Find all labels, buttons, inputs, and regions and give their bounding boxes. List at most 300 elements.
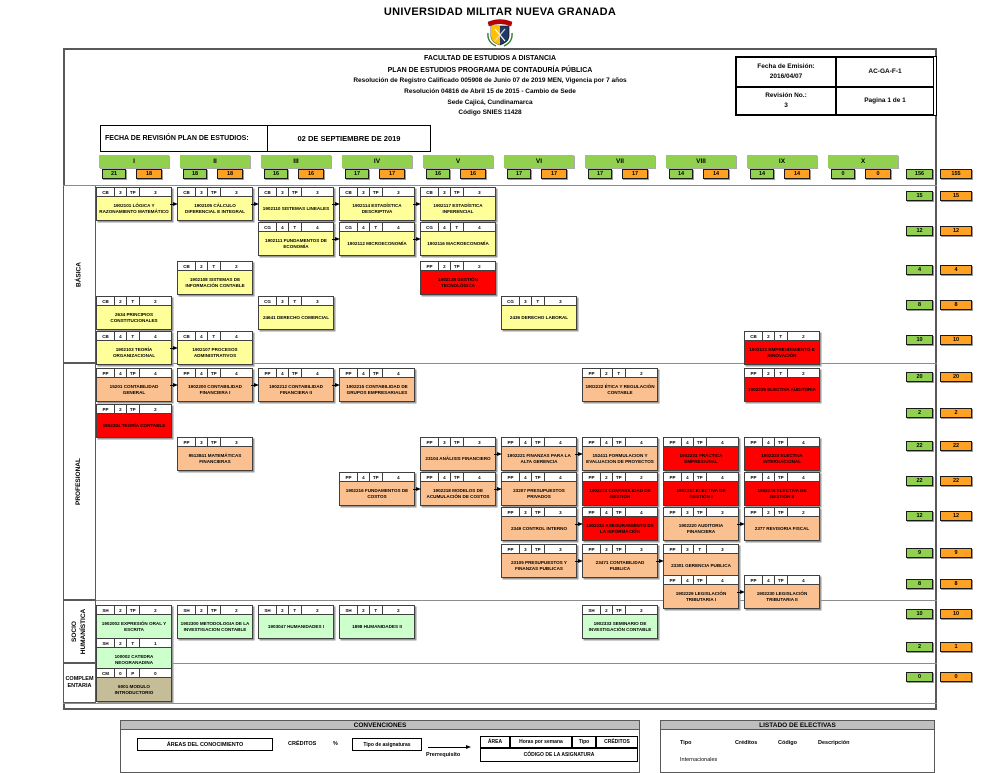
row-15-total-orange: 0: [940, 672, 972, 682]
course-meta-strip: [97, 369, 171, 378]
semester-IX-credits-green: 14: [750, 169, 774, 179]
course-mode-cell: TP: [694, 473, 707, 481]
course-mode-cell: T: [370, 223, 383, 231]
prerequisite-arrow-icon: [578, 559, 583, 563]
course-hours-cell: 3: [316, 189, 319, 195]
header-line-program: PLAN DE ESTUDIOS PROGRAMA DE CONTADURÍA PÚBLICA: [387, 66, 593, 74]
university-crest-logo: [484, 19, 516, 47]
course-mode-cell: TP: [370, 473, 383, 481]
course-meta-strip: [664, 473, 738, 482]
area-separator: [63, 703, 937, 704]
course-hours-cell: 4: [316, 224, 319, 230]
semester-II-credits-orange: 18: [217, 169, 243, 179]
course-code-and-name: 24641 DERECHO COMERCIAL: [262, 314, 330, 320]
course-hours-cell: 2: [154, 406, 157, 412]
semester-bar-I: I: [99, 155, 169, 168]
row-5-total-orange: 10: [940, 335, 972, 345]
row-8-total-green: 22: [906, 441, 933, 451]
course-type-cell: CG: [421, 223, 439, 231]
row-14-total-orange: 1: [940, 642, 972, 652]
fecha-revision-label: FECHA DE REVISIÓN PLAN DE ESTUDIOS:: [100, 125, 268, 152]
conventions-title: CONVENCIONES: [120, 720, 640, 730]
course-hours-cell: 4: [721, 577, 724, 583]
semester-bar-III: III: [261, 155, 331, 168]
semester-V-credits-green: 16: [426, 169, 450, 179]
course-meta-strip: [583, 473, 657, 482]
course-credits-cell: 3: [682, 508, 694, 516]
course-type-cell: PP: [502, 473, 520, 481]
semester-IV-credits-green: 17: [345, 169, 369, 179]
course-type-cell: PP: [178, 438, 196, 446]
course-type-cell: PP: [259, 369, 277, 377]
course-code-and-name: 1902231 PRÁCTICA EMPRESARIAL: [679, 452, 723, 464]
row-2-total-orange: 12: [940, 226, 972, 236]
row-3-total-green: 4: [906, 265, 933, 275]
course-mode-cell: P: [127, 669, 140, 677]
course-meta-strip: [583, 545, 657, 554]
legend-percent-label: %: [333, 741, 338, 747]
course-mode-cell: TP: [694, 508, 707, 516]
course-credits-cell: 4: [196, 369, 208, 377]
legend-tipo-cell: Tipo: [572, 736, 596, 748]
row-13-total-green: 10: [906, 609, 933, 619]
course-hours-cell: 4: [478, 224, 481, 230]
course-type-cell: SH: [97, 606, 115, 614]
course-credits-cell: 3: [277, 188, 289, 196]
course-type-cell: PP: [583, 545, 601, 553]
prerequisite-arrow-icon: [740, 522, 745, 526]
semester-III-credits-orange: 16: [298, 169, 324, 179]
course-credits-cell: 2: [763, 332, 775, 340]
course-code-and-name: 1902204 TEORÍA CONTABLE: [102, 422, 166, 428]
area-label-socio: SOCIO HUMANÍSTICA: [71, 608, 87, 655]
course-box-1902108: [177, 261, 253, 295]
course-hours-cell: 4: [721, 474, 724, 480]
course-code-and-name: 1902107 PROCESOS ADMINISTRATIVOS: [192, 346, 238, 358]
prerequisite-arrow-icon: [335, 202, 340, 206]
row-4-total-green: 8: [906, 300, 933, 310]
course-meta-strip: [421, 188, 495, 197]
info-fecha-emision: [736, 57, 836, 87]
course-type-cell: PP: [97, 369, 115, 377]
course-code-and-name: 1902235 ELECTIVA DE GESTIÓN II: [757, 487, 807, 499]
row-9-total-orange: 22: [940, 476, 972, 486]
course-meta-strip: [340, 223, 414, 232]
course-type-cell: PP: [340, 473, 358, 481]
course-credits-cell: 4: [763, 576, 775, 584]
prerequisite-arrow-icon: [254, 202, 259, 206]
course-box-1902204: [96, 404, 172, 438]
course-credits-cell: 2: [763, 369, 775, 377]
course-hours-cell: 4: [802, 577, 805, 583]
course-meta-strip: [664, 576, 738, 585]
course-meta-strip: [178, 188, 252, 197]
course-mode-cell: TP: [532, 508, 545, 516]
course-credits-cell: 4: [601, 438, 613, 446]
semester-I-credits-green: 21: [102, 169, 126, 179]
course-box-23301: [663, 544, 739, 578]
course-credits-cell: 2: [115, 297, 127, 305]
course-box-2436: [501, 296, 577, 330]
course-type-cell: SH: [259, 606, 277, 614]
semester-IV-credits-orange: 17: [379, 169, 405, 179]
course-credits-cell: 3: [358, 188, 370, 196]
course-credits-cell: 4: [277, 223, 289, 231]
course-hours-cell: 4: [154, 370, 157, 376]
course-mode-cell: T: [451, 223, 464, 231]
prerequisite-arrow-icon: [335, 237, 340, 241]
course-mode-cell: TP: [775, 508, 788, 516]
course-meta-strip: [502, 438, 576, 447]
course-type-cell: CB: [178, 332, 196, 340]
area-label-complementaria: COMPLEMENTARIA: [65, 675, 94, 689]
course-code-and-name: 1902233 ELECTIVA INTERNACIONAL: [761, 452, 803, 464]
course-code-and-name: 2436 DERECHO LABORAL: [509, 314, 569, 320]
course-hours-cell: 2: [640, 607, 643, 613]
course-mode-cell: TP: [451, 262, 464, 270]
course-hours-cell: 3: [721, 509, 724, 515]
row-8-total-orange: 22: [940, 441, 972, 451]
row-2-total-green: 12: [906, 226, 933, 236]
row-1-total-green: 15: [906, 191, 933, 201]
course-meta-strip: [421, 223, 495, 232]
course-box-1902224: [582, 507, 658, 541]
course-meta-strip: [178, 262, 252, 271]
electivas-row-internacionales: Internacionales: [680, 757, 718, 763]
course-code-and-name: 1902223 CONTABILIDAD DE GESTIÓN: [589, 487, 651, 499]
course-mode-cell: TP: [775, 473, 788, 481]
course-hours-cell: 2: [802, 509, 805, 515]
course-box-1902230: [744, 575, 820, 609]
course-box-2377: [744, 507, 820, 541]
prerequisite-arrow-icon: [740, 590, 745, 594]
course-mode-cell: TP: [613, 473, 626, 481]
course-hours-cell: 2: [640, 370, 643, 376]
course-meta-strip: [340, 473, 414, 482]
course-mode-cell: T: [127, 297, 140, 305]
course-box-1902216: [339, 472, 415, 506]
course-credits-cell: 2: [115, 639, 127, 647]
course-mode-cell: TP: [127, 606, 140, 614]
course-credits-cell: 4: [115, 369, 127, 377]
prerequisite-arrow-icon: [254, 383, 259, 387]
course-type-cell: CB: [178, 262, 196, 270]
course-meta-strip: [340, 369, 414, 378]
course-code-and-name: 1902216 FUNDAMENTOS DE COSTOS: [345, 487, 409, 499]
legend-prerequisito-label: Prerrequisito: [426, 752, 461, 758]
course-box-1902232: [663, 472, 739, 506]
course-credits-cell: 2: [763, 508, 775, 516]
course-box-100002: [96, 638, 172, 672]
course-credits-cell: 3: [277, 297, 289, 305]
course-box-23104: [420, 437, 496, 471]
course-code-and-name: 1902117 ESTADÍSTICA INFERENCIAL: [433, 202, 483, 214]
prerequisite-arrow-icon: [578, 452, 583, 456]
course-hours-cell: 4: [802, 439, 805, 445]
course-code-and-name: 1902221 FINANZAS PARA LA ALTA GERENCIA: [507, 452, 571, 464]
course-type-cell: PP: [664, 508, 682, 516]
course-code-and-name: 1902225 ELECTIVA AUDITORIA: [748, 386, 816, 392]
course-type-cell: CB: [97, 297, 115, 305]
course-type-cell: SH: [340, 606, 358, 614]
course-credits-cell: 4: [682, 576, 694, 584]
course-meta-strip: [664, 545, 738, 554]
course-credits-cell: 3: [196, 188, 208, 196]
course-meta-strip: [502, 297, 576, 306]
course-meta-strip: [178, 606, 252, 615]
prerequisite-arrow-icon: [173, 346, 178, 350]
revision-label: Revisión No.:: [765, 92, 807, 100]
course-hours-cell: 4: [721, 439, 724, 445]
page-title: UNIVERSIDAD MILITAR NUEVA GRANADA: [383, 6, 617, 18]
course-code-and-name: 23105 PRESUPUESTOS Y FINANZAS PUBLICAS: [510, 559, 567, 571]
semester-VIII-credits-green: 14: [669, 169, 693, 179]
course-type-cell: PP: [502, 545, 520, 553]
course-meta-strip: [664, 438, 738, 447]
course-box-23105: [501, 544, 577, 578]
course-box-1902212: [258, 368, 334, 402]
course-box-24641: [258, 296, 334, 330]
course-mode-cell: TP: [532, 438, 545, 446]
course-code-and-name: 100002 CATEDRA NEOGRANADINA: [114, 653, 154, 665]
course-code-and-name: 1902229 LEGISLACIÓN TRIBUTARIA I: [675, 590, 727, 602]
course-mode-cell: TP: [289, 188, 302, 196]
prerequisite-arrow-icon: [173, 202, 178, 206]
course-box-1902218: [420, 472, 496, 506]
course-hours-cell: 4: [235, 370, 238, 376]
course-code-and-name: 23207 PRESUPUESTOS PRIVADOS: [513, 487, 565, 499]
info-page: [836, 87, 934, 115]
course-hours-cell: 2: [640, 474, 643, 480]
semester-III-credits-green: 16: [264, 169, 288, 179]
row-13-total-orange: 10: [940, 609, 972, 619]
course-code-and-name: 1902112 MICROECONOMÍA: [347, 240, 407, 246]
course-box-1902105: [177, 187, 253, 221]
course-code-and-name: 1902128 GESTIÓN TECNOLÓGICA: [438, 276, 478, 288]
course-mode-cell: TP: [694, 576, 707, 584]
course-code-and-name: 1902103 TEORÍA ORGANIZACIONAL: [112, 346, 156, 358]
row-5-total-green: 10: [906, 335, 933, 345]
course-credits-cell: 4: [682, 438, 694, 446]
course-credits-cell: 4: [520, 438, 532, 446]
course-type-cell: PP: [502, 508, 520, 516]
course-code-and-name: 1902114 ESTADÍSTICA DESCRIPTIVA: [352, 202, 402, 214]
course-box-1902128: [420, 261, 496, 295]
legend-creditos-cell: CRÉDITOS: [596, 736, 638, 748]
course-box-1902112: [339, 222, 415, 256]
course-mode-cell: T: [532, 297, 545, 305]
course-meta-strip: [421, 262, 495, 271]
header-line-resolution2: Resolución 04816 de Abril 15 de 2015 - Cambio de Sede: [404, 87, 576, 95]
course-mode-cell: TP: [289, 369, 302, 377]
course-code-and-name: 1902333 SEMINARIO DE INVESTIGACIÓN CONTABLE: [588, 620, 652, 632]
course-box-23207: [501, 472, 577, 506]
course-credits-cell: 2: [277, 606, 289, 614]
course-meta-strip: [502, 545, 576, 554]
course-mode-cell: T: [694, 545, 707, 553]
fecha-emision-label: Fecha de Emisión:: [757, 63, 815, 71]
course-credits-cell: 3: [520, 297, 532, 305]
course-type-cell: PP: [583, 473, 601, 481]
course-type-cell: CG: [502, 297, 520, 305]
course-box-1902103: [96, 331, 172, 365]
course-code-and-name: 1902215 CONTABILIDAD DE GRUPOS EMPRESARIALES: [346, 383, 408, 395]
course-credits-cell: 4: [439, 223, 451, 231]
semester-V-credits-orange: 16: [460, 169, 486, 179]
course-hours-cell: 1: [154, 640, 157, 646]
course-hours-cell: 2: [802, 370, 805, 376]
course-mode-cell: TP: [208, 606, 221, 614]
row-14-total-green: 2: [906, 642, 933, 652]
course-type-cell: PP: [664, 438, 682, 446]
course-box-15201: [96, 368, 172, 402]
course-credits-cell: 3: [520, 508, 532, 516]
course-mode-cell: TP: [208, 369, 221, 377]
course-mode-cell: TP: [451, 188, 464, 196]
course-type-cell: PP: [745, 508, 763, 516]
legend-areas-box: ÁREAS DEL CONOCIMIENTO: [137, 738, 273, 751]
course-hours-cell: 3: [721, 546, 724, 552]
course-credits-cell: 4: [277, 369, 289, 377]
course-type-cell: CB: [178, 188, 196, 196]
course-type-cell: PP: [583, 369, 601, 377]
course-credits-cell: 4: [763, 438, 775, 446]
course-credits-cell: 0: [115, 669, 127, 677]
prerequisite-arrow-icon: [466, 745, 471, 749]
legend-horas-cell: Horas por semana: [510, 736, 572, 748]
doc-code-value: AC-GA-F-1: [868, 68, 902, 76]
course-box-152411: [582, 437, 658, 471]
course-hours-cell: 4: [235, 333, 238, 339]
semester-II-credits-green: 18: [183, 169, 207, 179]
course-meta-strip: [421, 473, 495, 482]
course-box-6001: [96, 668, 172, 702]
course-mode-cell: TP: [370, 188, 383, 196]
course-hours-cell: 3: [478, 189, 481, 195]
semester-bar-VII: VII: [585, 155, 655, 168]
prerequisite-arrow-icon: [416, 487, 421, 491]
row-12-total-green: 8: [906, 579, 933, 589]
course-code-and-name: 6001 MODULO INTRODUCTORIO: [114, 683, 154, 695]
course-code-and-name: 15201 CONTABILIDAD GENERAL: [109, 383, 159, 395]
course-type-cell: PP: [664, 545, 682, 553]
course-mode-cell: TP: [532, 473, 545, 481]
course-meta-strip: [745, 332, 819, 341]
row-6-total-orange: 20: [940, 372, 972, 382]
row-6-total-green: 20: [906, 372, 933, 382]
course-type-cell: CB: [340, 188, 358, 196]
course-type-cell: CB: [745, 332, 763, 340]
prerequisite-arrow-icon: [578, 522, 583, 526]
fecha-revision-date: 02 DE SEPTIEMBRE DE 2019: [268, 125, 431, 152]
row-9-total-green: 22: [906, 476, 933, 486]
course-hours-cell: 2: [235, 263, 238, 269]
course-meta-strip: [97, 188, 171, 197]
prerequisite-arrow-icon: [497, 452, 502, 456]
course-meta-strip: [97, 669, 171, 678]
course-credits-cell: 3: [682, 545, 694, 553]
course-mode-cell: TP: [532, 545, 545, 553]
semester-bar-X: X: [828, 155, 898, 168]
course-code-and-name: 1902218 MODELOS DE ACUMULACIÓN DE COSTOS: [426, 487, 490, 499]
course-meta-strip: [502, 508, 576, 517]
course-meta-strip: [178, 438, 252, 447]
prerequisite-arrow-icon: [497, 487, 502, 491]
fecha-emision-value: 2016/04/07: [769, 73, 803, 80]
course-box-1902114: [339, 187, 415, 221]
course-credits-cell: 2: [601, 606, 613, 614]
course-hours-cell: 3: [316, 298, 319, 304]
semester-I-credits-orange: 18: [136, 169, 162, 179]
course-box-1902231: [663, 437, 739, 471]
legend-codigo-cell: CÓDIGO DE LA ASIGNATURA: [480, 748, 638, 762]
course-credits-cell: 3: [520, 545, 532, 553]
course-credits-cell: 4: [682, 473, 694, 481]
course-mode-cell: TP: [208, 188, 221, 196]
row-15-total-green: 0: [906, 672, 933, 682]
header-line-faculty: FACULTAD DE ESTUDIOS A DISTANCIA: [423, 55, 557, 62]
course-box-1902002: [96, 605, 172, 639]
course-hours-cell: 3: [559, 509, 562, 515]
electivas-col-tipo: Tipo: [680, 740, 692, 746]
course-credits-cell: 4: [763, 473, 775, 481]
electivas-col-creditos: Créditos: [735, 740, 758, 746]
course-box-1902200: [177, 368, 253, 402]
course-box-1902333: [582, 605, 658, 639]
course-type-cell: PP: [745, 576, 763, 584]
header-line-resolution1: Resolución de Registro Calificado 005908 de Junio 07 de 2019 MEN, Vigencia por 7 años: [353, 77, 627, 85]
course-mode-cell: T: [775, 332, 788, 340]
course-code-and-name: 23104 ANÁLISIS FINANCIERO: [425, 455, 491, 461]
prerequisite-arrow-icon: [173, 383, 178, 387]
course-code-and-name: 1902300 METODOLOGIA DE LA INVESTIGACION CONTABLE: [180, 620, 250, 632]
course-meta-strip: [745, 438, 819, 447]
course-box-1902220: [663, 507, 739, 541]
course-hours-cell: 4: [640, 509, 643, 515]
course-mode-cell: T: [127, 639, 140, 647]
course-type-cell: SH: [97, 639, 115, 647]
course-hours-cell: 3: [640, 546, 643, 552]
course-meta-strip: [502, 473, 576, 482]
course-hours-cell: 4: [559, 439, 562, 445]
course-credits-cell: 4: [601, 508, 613, 516]
row-11-total-orange: 9: [940, 548, 972, 558]
semester-VIII-credits-orange: 14: [703, 169, 729, 179]
course-credits-cell: 2: [601, 473, 613, 481]
course-credits-cell: 2: [358, 606, 370, 614]
course-credits-cell: 2: [196, 262, 208, 270]
course-type-cell: PP: [421, 473, 439, 481]
course-box-2634: [96, 296, 172, 330]
course-box-1902221: [501, 437, 577, 471]
course-box-1902107: [177, 331, 253, 365]
row-7-total-green: 2: [906, 408, 933, 418]
semester-bar-IV: IV: [342, 155, 412, 168]
course-credits-cell: 3: [115, 188, 127, 196]
electivas-title: LISTADO DE ELECTIVAS: [660, 720, 935, 730]
course-box-1898: [339, 605, 415, 639]
legend-creditos-label: CRÉDITOS: [288, 741, 317, 747]
course-mode-cell: T: [208, 332, 221, 340]
course-mode-cell: TP: [613, 545, 626, 553]
area-label-basica: BÁSICA: [75, 261, 83, 287]
course-box-1902131: [744, 331, 820, 365]
course-hours-cell: 2: [154, 607, 157, 613]
course-box-1902111: [258, 222, 334, 256]
course-credits-cell: 3: [196, 438, 208, 446]
page-number-label: Pagina 1 de 1: [864, 97, 906, 105]
course-hours-cell: 4: [316, 370, 319, 376]
